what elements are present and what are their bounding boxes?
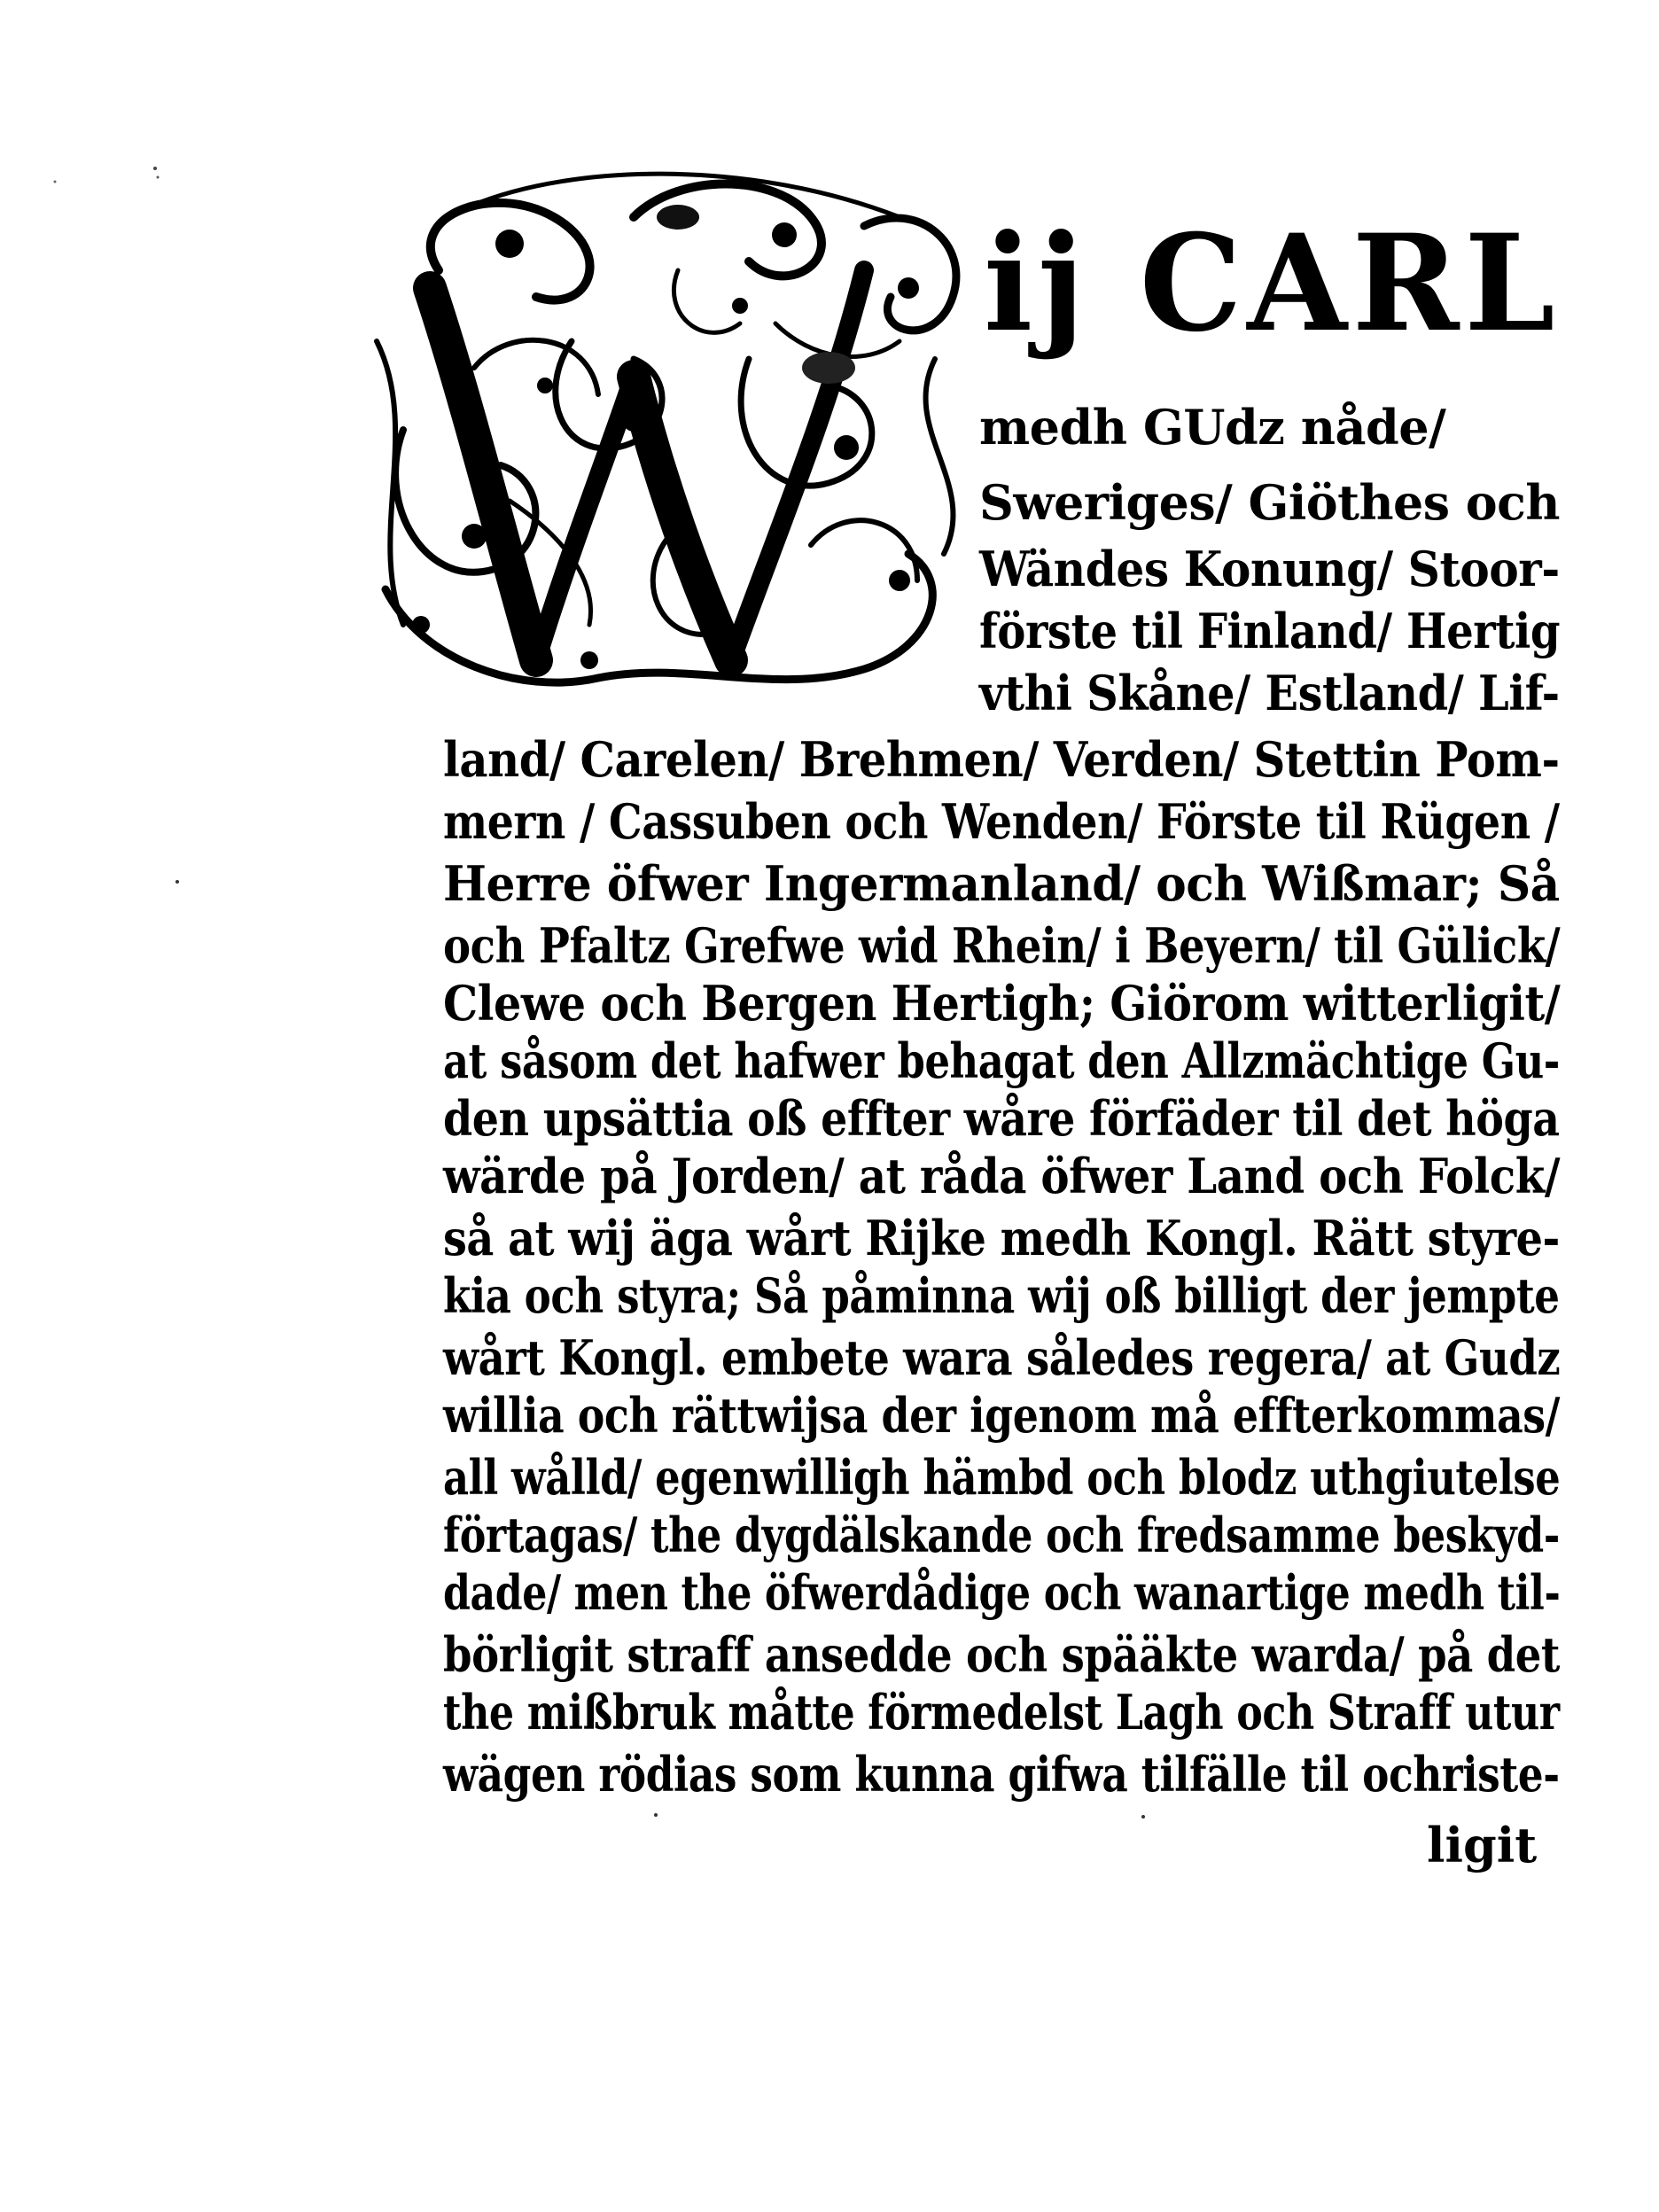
text-line: den upsättia oß effter wåre förfäder til det höga — [443, 1090, 1560, 1147]
text-line: och Pfaltz Grefwe wid Rhein/ i Beyern/ til Gülick/ — [443, 917, 1561, 974]
text-line: the mißbruk måtte förmedelst Lagh och Straff utur — [443, 1684, 1560, 1741]
text-line: wärde på Jorden/ at råda öfwer Land och Folck/ — [443, 1148, 1561, 1204]
text-line: börligit straff ansedde och spääkte warda/ på det — [443, 1626, 1560, 1683]
text-line: Wändes Konung/ Stoor- — [979, 541, 1560, 597]
text-line: willia och rättwijsa der igenom må effterkommas/ — [443, 1387, 1560, 1444]
text-line: all wålld/ egenwilligh hämbd och blodz uthgiutelse — [443, 1449, 1561, 1506]
heading-carl: ij CARL — [984, 206, 1561, 362]
decorative-initial-w — [368, 164, 979, 713]
text-line: förste til Finland/ Hertig — [979, 603, 1561, 659]
text-line: kia och styra; Så påminna wij oß billigt der jempte — [443, 1267, 1560, 1324]
text-line: Herre öfwer Ingermanland/ och Wißmar; Så — [443, 855, 1560, 912]
text-line: förtagas/ the dygdälskande och fredsamme beskyd- — [443, 1507, 1560, 1563]
text-line: medh GUdz nåde/ — [979, 399, 1446, 456]
text-line: så at wij äga wårt Rijke medh Kongl. Rätt styre- — [443, 1210, 1560, 1266]
text-line: Sweriges/ Giöthes och — [979, 474, 1560, 531]
text-line: wägen rödias som kunna gifwa tilfälle til ochriste- — [443, 1746, 1560, 1803]
text-line: mern / Cassuben och Wenden/ Förste til Rügen / — [443, 793, 1560, 850]
catchword: ligit — [1427, 1817, 1538, 1873]
text-line: dade/ men the öfwerdådige och wanartige medh til- — [443, 1564, 1561, 1621]
text-line: wårt Kongl. embete wara således regera/ at Gudz — [443, 1329, 1561, 1386]
text-line: Clewe och Bergen Hertigh; Giörom witterligit/ — [443, 975, 1561, 1032]
text-line: vthi Skåne/ Estland/ Lif- — [979, 665, 1560, 721]
text-line: at såsom det hafwer behagat den Allzmächtige Gu- — [443, 1032, 1560, 1089]
text-line: land/ Carelen/ Brehmen/ Verden/ Stettin Pom- — [443, 731, 1560, 788]
